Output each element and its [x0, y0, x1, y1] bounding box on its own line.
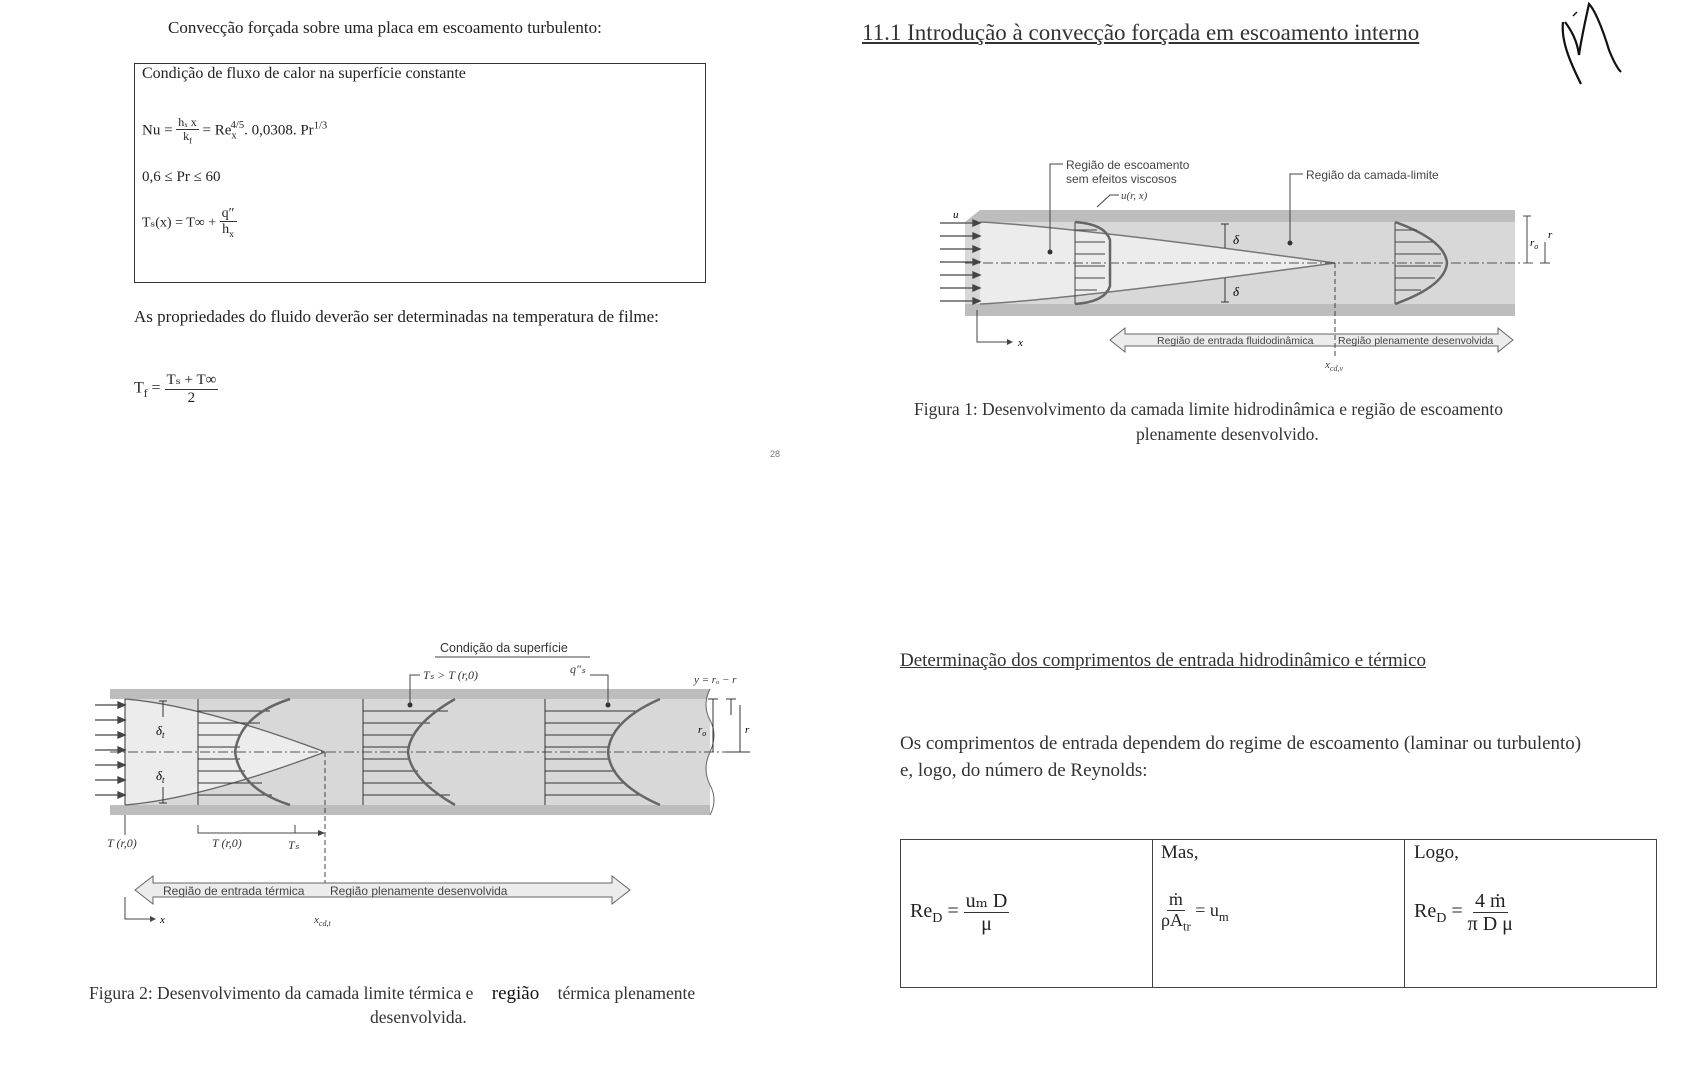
- svg-text:x: x: [1018, 337, 1023, 349]
- svg-text:Condição da superfície: Condição da superfície: [440, 641, 568, 655]
- svg-text:Região de escoamento: Região de escoamento: [1066, 158, 1190, 172]
- reynolds-def-cell: $Re_D$ = $\frac{\text{uₘ D}}{\mu}$: [901, 840, 1153, 988]
- svg-text:r: r: [745, 724, 750, 736]
- reynolds-result-cell: Logo, $Re_D$ = $\frac{\text{4 ṁ}}{\text{π D μ}}$: [1405, 840, 1657, 988]
- reynolds-table: [900, 839, 1657, 988]
- svg-text:δt: $\delta_t$: [156, 768, 165, 785]
- film-temperature-equation: $T_f$ = $\frac{\text{Tₛ + T∞}}{2}$: [134, 372, 217, 406]
- entry-length-paragraph: Os comprimentos de entrada dependem do regime de escoamento (laminar ou turbulento) e, logo, do número de Reynolds:: [900, 733, 1582, 781]
- svg-text:u(r, x): u(r, x): [1121, 190, 1148, 202]
- svg-text:δ: δ: [1233, 284, 1240, 299]
- svg-text:Região de entrada fluidodinâmi: Região de entrada fluidodinâmica: [1157, 335, 1314, 347]
- figure-2-diagram: [90, 635, 760, 935]
- svg-text:Região plenamente desenvolvida: Região plenamente desenvolvida: [330, 884, 508, 898]
- svg-text:ro: $r_o$: [1530, 237, 1539, 251]
- svg-text:y = rₒ − r: y = rₒ − r: [694, 674, 737, 686]
- svg-text:u: u: [953, 209, 959, 221]
- page-number: 28: [770, 449, 781, 459]
- svg-text:T (r,0): T (r,0): [212, 836, 242, 850]
- prandtl-range: 0,6 ≤ Pr ≤ 60: [142, 169, 221, 185]
- formula-box: [134, 63, 706, 283]
- svg-text:Região da camada-limite: Região da camada-limite: [1306, 168, 1439, 182]
- svg-text:δ: δ: [1233, 232, 1240, 247]
- signature-mark: [1555, 0, 1635, 92]
- box-title: Condição de fluxo de calor na superfície constante: [142, 65, 466, 82]
- entry-length-heading: Determinação dos comprimentos de entrada hidrodinâmico e térmico: [900, 650, 1427, 671]
- svg-text:Região plenamente desenvolvida: Região plenamente desenvolvida: [1338, 335, 1494, 347]
- svg-text:q″ₛ: q″ₛ: [570, 662, 586, 676]
- surface-temp-equation: Tₛ(x) = T∞ + $\frac{q''}{h_x}$: [142, 206, 235, 241]
- svg-text:Região de entrada térmica: Região de entrada térmica: [163, 884, 305, 898]
- svg-text:r: r: [1548, 229, 1553, 241]
- svg-text:sem efeitos viscosos: sem efeitos viscosos: [1066, 172, 1177, 186]
- svg-text:xcd,v: $x_{cd,v}$: [1325, 359, 1343, 373]
- svg-text:δt: $\delta_t$: [156, 723, 165, 740]
- section-heading: 11.1 Introdução à convecção forçada em escoamento interno: [862, 20, 1420, 45]
- intro-text: Convecção forçada sobre uma placa em escoamento turbulento:: [168, 18, 602, 37]
- mass-flow-cell: Mas, $\frac{\text{ṁ}}{\rho A_{tr}}$ = $u_m$: [1153, 840, 1405, 988]
- svg-text:T (r,0): T (r,0): [107, 836, 137, 850]
- figure-1-diagram: [925, 150, 1565, 375]
- svg-text:ro: $r_o$: [698, 724, 707, 738]
- svg-text:Tₛ > T (r,0): Tₛ > T (r,0): [423, 668, 479, 682]
- svg-text:x: x: [160, 914, 165, 926]
- nusselt-equation: Nu = $\frac{\text{hₓ x}}{k_f}$ = $Re_x^{4/5}$. 0,0308. $Pr^{1/3}$: [142, 115, 328, 146]
- film-temperature-text: As propriedades do fluido deverão ser determinadas na temperatura de filme:: [134, 307, 659, 326]
- svg-text:Tₛ: Tₛ: [288, 838, 300, 852]
- svg-text:xcd,t: $x_{cd,t}$: [314, 914, 331, 928]
